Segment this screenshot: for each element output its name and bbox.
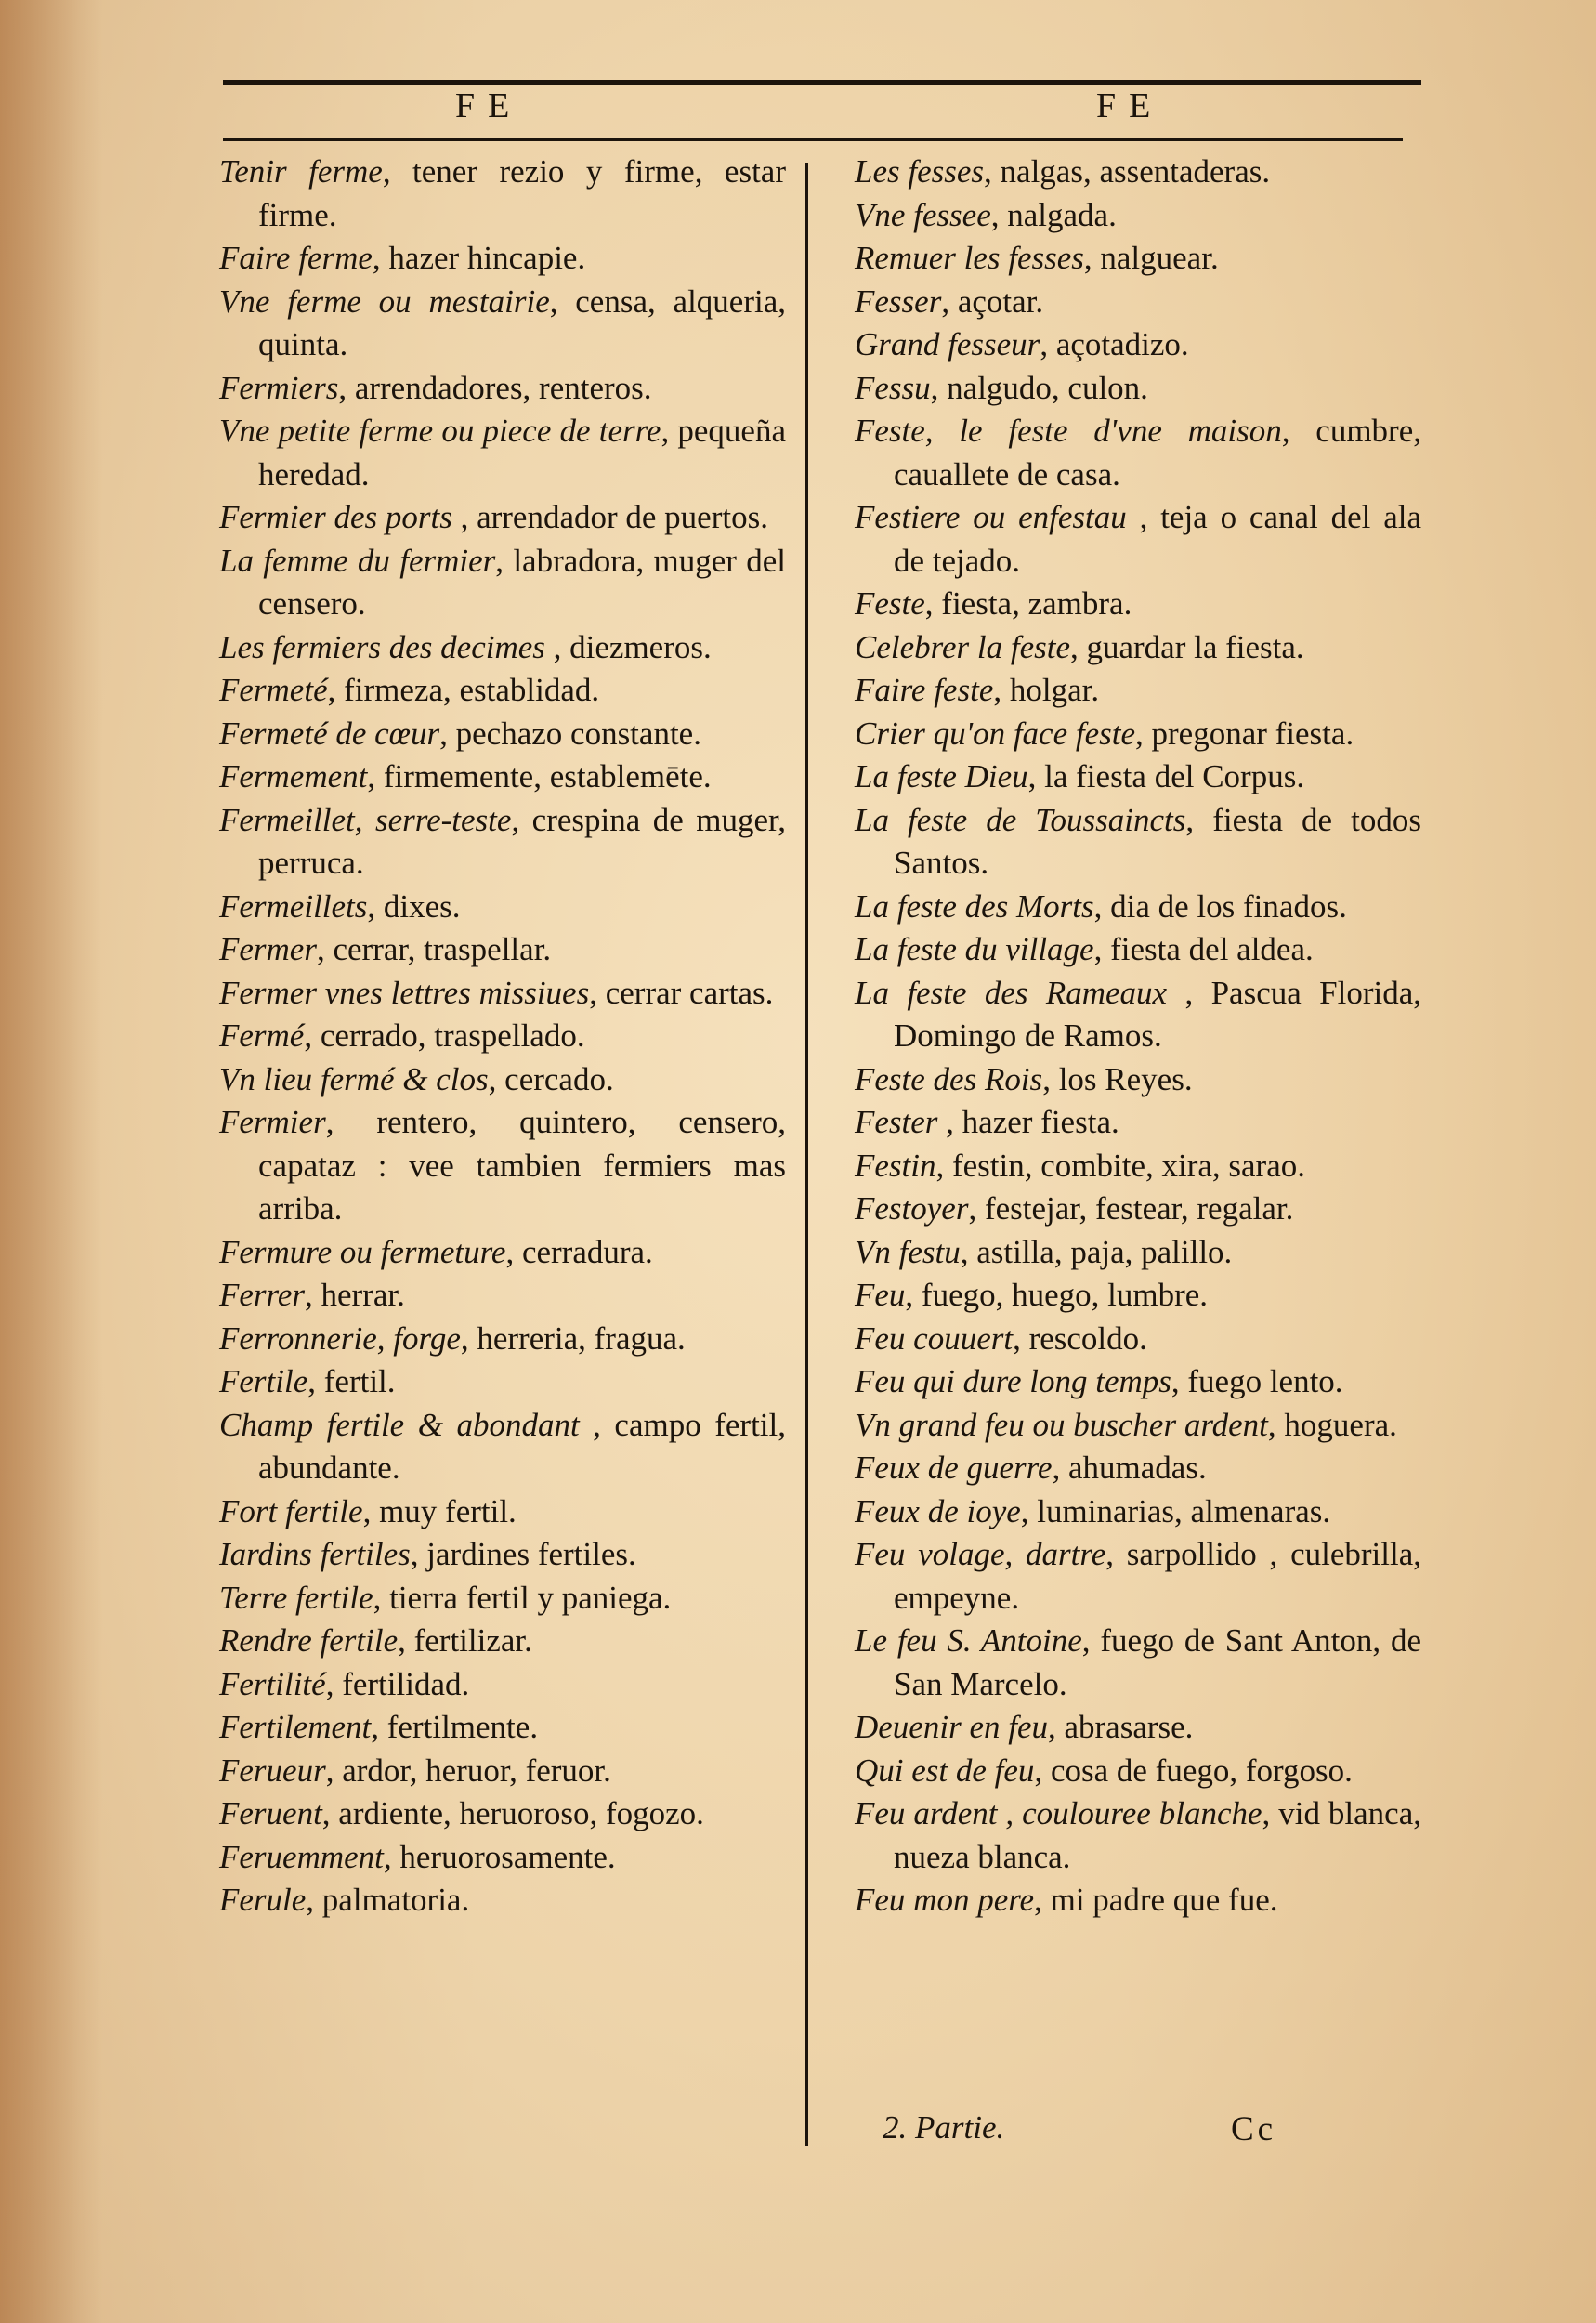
entry-translation: , mi padre que fue. xyxy=(1034,1882,1278,1918)
entry-translation: , pechazo constante. xyxy=(439,715,701,752)
header-rule-bottom xyxy=(223,138,1403,141)
entry-translation: , muy fertil. xyxy=(362,1492,517,1529)
entry-headword: Fermeté xyxy=(219,672,328,708)
dictionary-entry xyxy=(855,1792,1421,1879)
entry-translation: , festejar, festear, regalar. xyxy=(968,1190,1294,1227)
entry-headword: La feste Dieu xyxy=(855,758,1028,794)
dictionary-entry xyxy=(855,1318,1421,1361)
entry-headword: Ferrer xyxy=(219,1277,306,1313)
entry-translation: , cumbre, cauallete de casa. xyxy=(894,413,1421,492)
entry-translation: , nalgudo, culon. xyxy=(930,369,1148,406)
dictionary-entry xyxy=(855,799,1421,886)
dictionary-entry xyxy=(219,1577,786,1621)
dictionary-entry xyxy=(855,281,1421,324)
dictionary-entry xyxy=(219,713,786,756)
entry-headword: Qui est de feu xyxy=(855,1752,1035,1789)
dictionary-entry xyxy=(219,1533,786,1577)
entry-headword: Feux de ioye xyxy=(855,1492,1021,1529)
entry-translation: , diezmeros. xyxy=(544,628,712,665)
dictionary-entry xyxy=(855,626,1421,670)
entry-headword: La feste du village xyxy=(855,931,1094,967)
entry-translation: , nalguear. xyxy=(1083,240,1219,276)
entry-headword: Iardins fertiles xyxy=(219,1536,411,1572)
entry-headword: La femme du fermier xyxy=(219,542,496,579)
dictionary-entry xyxy=(219,1879,786,1923)
entry-translation: , firmeza, establidad. xyxy=(327,672,600,708)
entry-headword: Vn festu xyxy=(855,1233,961,1270)
entry-translation: , abrasarse. xyxy=(1047,1709,1194,1745)
dictionary-entry xyxy=(855,367,1421,411)
entry-headword: La feste de Toussaincts xyxy=(855,801,1186,838)
entry-headword: Feruemment xyxy=(219,1838,384,1875)
entry-headword: Festiere ou enfestau xyxy=(855,499,1127,535)
dictionary-entry xyxy=(855,1188,1421,1231)
entry-translation: , cercado. xyxy=(488,1060,614,1097)
entry-headword: La feste des Rameaux xyxy=(855,974,1168,1011)
dictionary-entry xyxy=(855,1231,1421,1275)
running-header xyxy=(223,82,1421,138)
entry-translation: , campo fertil, abundante. xyxy=(258,1406,786,1486)
entry-headword: Ferronnerie, forge xyxy=(219,1319,461,1357)
dictionary-entry xyxy=(219,1404,786,1490)
entry-headword: Feste xyxy=(855,585,925,622)
dictionary-entry xyxy=(219,1490,786,1534)
dictionary-entry xyxy=(855,1533,1421,1620)
entry-translation: , fuego lento. xyxy=(1171,1363,1343,1399)
entry-translation: , cerradura. xyxy=(505,1233,653,1270)
entry-translation: , nalgada. xyxy=(990,196,1117,233)
entry-translation: , vid blanca, nueza blanca. xyxy=(894,1795,1421,1875)
dictionary-entry xyxy=(855,1145,1421,1188)
entry-translation: , firmemente, establemēte. xyxy=(367,758,712,794)
dictionary-entry xyxy=(855,1879,1421,1923)
dictionary-entry xyxy=(855,928,1421,972)
entry-headword: Le feu S. Antoine xyxy=(855,1622,1082,1659)
entry-headword: La feste des Morts xyxy=(855,887,1094,925)
entry-headword: Fesser xyxy=(855,282,942,320)
dictionary-entry xyxy=(855,669,1421,713)
entry-headword: Remuer les fesses xyxy=(855,240,1084,276)
entry-headword: Fermer xyxy=(219,931,317,967)
dictionary-entry xyxy=(219,1101,786,1231)
dictionary-entry xyxy=(855,1706,1421,1750)
entry-translation: , Pascua Florida, Domingo de Ramos. xyxy=(894,974,1421,1054)
entry-headword: Vne petite ferme ou piece de terre xyxy=(219,413,661,449)
signature-line: 2. Partie. xyxy=(883,2109,1005,2146)
entry-headword: Deuenir en feu xyxy=(855,1709,1048,1745)
entry-translation: , tener rezio y firme, estar firme. xyxy=(258,153,786,233)
entry-translation: , açotadizo. xyxy=(1040,326,1189,362)
entry-translation: , teja o canal del ala de tejado. xyxy=(894,499,1422,579)
entry-translation: , astilla, paja, palillo. xyxy=(960,1233,1233,1270)
entry-headword: Rendre fertile xyxy=(219,1622,399,1659)
entry-headword: Fermé xyxy=(219,1017,305,1054)
dictionary-entry xyxy=(855,713,1421,756)
entry-translation: , fertilidad. xyxy=(325,1665,470,1702)
dictionary-entry xyxy=(855,583,1421,626)
entry-translation: , sarpollido , culebrilla, empeyne. xyxy=(894,1536,1421,1616)
left-column xyxy=(219,151,786,1923)
dictionary-entry xyxy=(219,1750,786,1793)
dictionary-entry xyxy=(855,755,1421,799)
entry-translation: , cerrar cartas. xyxy=(589,974,774,1011)
entry-translation: , cerrado, traspellado. xyxy=(304,1017,585,1054)
entry-headword: Fessu xyxy=(855,369,931,406)
entry-headword: Festin xyxy=(855,1147,936,1184)
dictionary-entry xyxy=(855,972,1421,1058)
dictionary-entry xyxy=(219,626,786,670)
dictionary-entry xyxy=(219,237,786,281)
entry-translation: , hazer hincapie. xyxy=(372,240,586,276)
entry-translation: , hoguera. xyxy=(1267,1406,1397,1443)
entry-headword: Feu volage, dartre xyxy=(855,1536,1106,1572)
right-column xyxy=(855,151,1421,1923)
entry-headword: Feste des Rois xyxy=(855,1060,1043,1097)
dictionary-entry xyxy=(855,1058,1421,1102)
entry-translation: , fuego de Sant Anton, de San Marcelo. xyxy=(894,1622,1421,1702)
entry-headword: Feu couuert xyxy=(855,1319,1014,1357)
dictionary-entry xyxy=(855,1101,1421,1145)
dictionary-entry xyxy=(219,496,786,540)
entry-headword: Feu qui dure long temps xyxy=(855,1363,1171,1399)
entry-translation: , fertilmente. xyxy=(371,1709,539,1745)
entry-translation: , tierra fertil y paniega. xyxy=(373,1579,672,1616)
entry-headword: Vn lieu fermé & clos xyxy=(219,1060,489,1097)
entry-headword: Crier qu'on face feste xyxy=(855,715,1136,752)
entry-translation: , crespina de muger, perruca. xyxy=(258,801,787,881)
entry-translation: , luminarias, almenaras. xyxy=(1020,1492,1331,1529)
dictionary-entry xyxy=(219,799,786,886)
entry-translation: , fiesta del aldea. xyxy=(1093,931,1314,967)
entry-translation: , herrar. xyxy=(305,1277,405,1313)
dictionary-entry xyxy=(855,194,1421,238)
entry-translation: , cerrar, traspellar. xyxy=(316,931,552,967)
dictionary-entry xyxy=(855,323,1421,367)
dictionary-entry xyxy=(219,1836,786,1880)
column-divider xyxy=(805,163,808,2146)
dictionary-entry xyxy=(855,496,1421,583)
entry-headword: Fertilité xyxy=(219,1665,326,1702)
dictionary-entry xyxy=(855,1360,1421,1404)
entry-headword: Vne ferme ou mestairie xyxy=(219,282,550,320)
entry-headword: Fermer vnes lettres missiues xyxy=(219,974,590,1011)
entry-translation: , pregonar fiesta. xyxy=(1135,715,1354,752)
page-edge-shadow xyxy=(0,0,102,2323)
entry-translation: , arrendadores, renteros. xyxy=(338,369,652,406)
dictionary-entry xyxy=(219,1274,786,1318)
entry-headword: Les fermiers des decimes xyxy=(219,628,545,665)
entry-headword: Tenir ferme xyxy=(219,153,383,190)
dictionary-entry xyxy=(855,1620,1421,1706)
entry-translation: , ardor, heruor, feruor. xyxy=(325,1752,611,1789)
entry-headword: Feste, le feste d'vne maison xyxy=(855,413,1282,449)
entry-headword: Faire feste xyxy=(855,672,994,708)
dictionary-entry xyxy=(219,281,786,367)
entry-headword: Fermier xyxy=(219,1104,326,1140)
dictionary-entry xyxy=(219,151,786,237)
entry-headword: Fermeté de cœur xyxy=(219,715,440,752)
entry-translation: , rentero, quintero, censero, capataz : vee tambien fermiers mas arriba. xyxy=(258,1104,786,1227)
entry-headword: Feu mon pere xyxy=(855,1882,1035,1918)
entry-headword: Vne fessee xyxy=(855,196,991,233)
entry-translation: , ardiente, heruoroso, fogozo. xyxy=(321,1795,704,1831)
dictionary-entry xyxy=(219,972,786,1016)
entry-translation: , labradora, muger del censero. xyxy=(258,542,786,622)
entry-translation: , jardines fertiles. xyxy=(410,1536,636,1572)
entry-translation: , herreria, fragua. xyxy=(460,1319,686,1357)
entry-translation: , pequeña heredad. xyxy=(258,413,786,492)
entry-headword: Feruent xyxy=(219,1795,322,1831)
entry-translation: , dia de los finados. xyxy=(1093,887,1347,925)
dictionary-entry xyxy=(219,540,786,626)
entry-translation: , hazer fiesta. xyxy=(937,1104,1119,1140)
dictionary-entry xyxy=(219,1620,786,1663)
entry-translation: , festin, combite, xira, sarao. xyxy=(935,1147,1305,1184)
entry-headword: Grand fesseur xyxy=(855,326,1040,362)
entry-translation: , guardar la fiesta. xyxy=(1069,628,1304,665)
entry-translation: , fertilizar. xyxy=(398,1622,532,1659)
dictionary-entry xyxy=(855,1490,1421,1534)
entry-translation: , palmatoria. xyxy=(306,1882,470,1918)
entry-headword: Fester xyxy=(855,1104,938,1140)
entry-translation: , arrendador de puertos. xyxy=(451,499,768,535)
entry-translation: , fuego, huego, lumbre. xyxy=(905,1277,1209,1313)
dictionary-entry xyxy=(219,1015,786,1058)
dictionary-entry xyxy=(219,1058,786,1102)
entry-headword: Fermure ou fermeture xyxy=(219,1233,506,1270)
entry-translation: , açotar. xyxy=(941,282,1044,320)
entry-translation: , los Reyes. xyxy=(1042,1060,1193,1097)
gathering-mark: Cc xyxy=(1231,2110,1277,2148)
dictionary-entry xyxy=(855,1750,1421,1793)
dictionary-entry xyxy=(219,669,786,713)
entry-headword: Fertile xyxy=(219,1363,308,1399)
dictionary-entry xyxy=(855,237,1421,281)
entry-translation: , rescoldo. xyxy=(1013,1319,1147,1357)
entry-headword: Fermeillets xyxy=(219,887,368,925)
entry-headword: Fertilement xyxy=(219,1709,372,1745)
dictionary-entry xyxy=(219,886,786,929)
entry-headword: Faire ferme xyxy=(219,240,373,276)
entry-headword: Feu ardent , coulouree blanche xyxy=(855,1795,1262,1831)
dictionary-entry xyxy=(219,1360,786,1404)
dictionary-entry xyxy=(855,886,1421,929)
entry-headword: Feux de guerre xyxy=(855,1450,1053,1486)
dictionary-entry xyxy=(219,1318,786,1361)
entry-headword: Fermement xyxy=(219,758,368,794)
entry-headword: Fermeillet, serre-teste xyxy=(219,801,512,838)
dictionary-entry xyxy=(855,410,1421,496)
dictionary-entry xyxy=(855,1404,1421,1448)
entry-headword: Festoyer xyxy=(855,1190,969,1227)
entry-translation: , censa, alqueria, quinta. xyxy=(258,282,786,362)
entry-headword: Ferule xyxy=(219,1882,307,1918)
dictionary-entry xyxy=(219,1792,786,1836)
entry-headword: Fermiers xyxy=(219,369,339,406)
entry-translation: , heruorosamente. xyxy=(383,1838,616,1875)
dictionary-entry xyxy=(855,151,1421,194)
entry-headword: Les fesses xyxy=(855,153,985,190)
entry-headword: Ferueur xyxy=(219,1752,326,1789)
entry-headword: Feu xyxy=(855,1277,906,1313)
dictionary-entry xyxy=(219,755,786,799)
dictionary-entry xyxy=(219,1706,786,1750)
entry-translation: , fiesta de todos Santos. xyxy=(894,801,1421,881)
dictionary-entry xyxy=(219,928,786,972)
dictionary-entry xyxy=(219,1663,786,1707)
dictionary-entry xyxy=(219,1231,786,1275)
entry-translation: , fertil. xyxy=(307,1363,396,1399)
entry-headword: Fort fertile xyxy=(219,1492,363,1529)
entry-translation: , dixes. xyxy=(367,887,461,925)
entry-headword: Vn grand feu ou buscher ardent xyxy=(855,1406,1268,1443)
entry-translation: , holgar. xyxy=(993,672,1100,708)
entry-translation: , la fiesta del Corpus. xyxy=(1027,758,1305,794)
entry-headword: Celebrer la feste xyxy=(855,628,1070,665)
entry-headword: Terre fertile xyxy=(219,1579,373,1616)
entry-headword: Champ fertile & abondant xyxy=(219,1406,580,1443)
dictionary-entry xyxy=(219,410,786,496)
entry-translation: , fiesta, zambra. xyxy=(924,585,1132,622)
dictionary-entry xyxy=(855,1274,1421,1318)
header-left-guide: FE xyxy=(455,86,523,125)
entry-translation: , nalgas, assentaderas. xyxy=(984,153,1271,190)
header-right-guide: FE xyxy=(1096,86,1164,125)
entry-headword: Fermier des ports xyxy=(219,499,452,535)
entry-translation: , cosa de fuego, forgoso. xyxy=(1034,1752,1353,1789)
entry-translation: , ahumadas. xyxy=(1052,1450,1207,1486)
dictionary-entry xyxy=(219,367,786,411)
dictionary-entry xyxy=(855,1447,1421,1490)
